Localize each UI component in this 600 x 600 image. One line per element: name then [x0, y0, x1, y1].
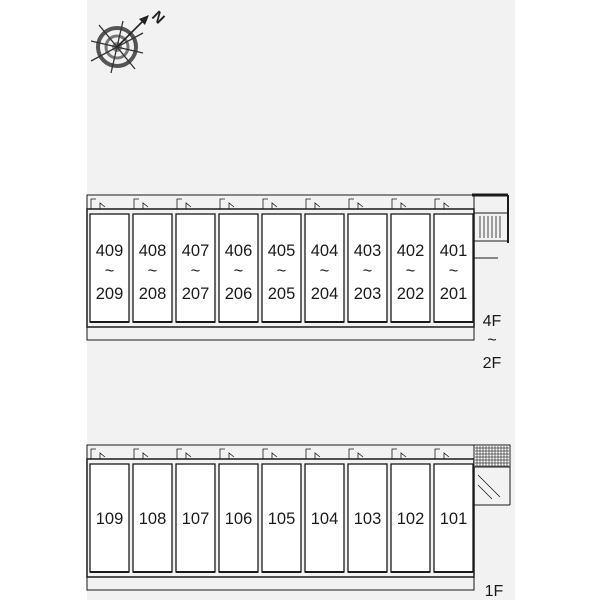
unit-range-wave: ~: [362, 262, 373, 280]
unit-room: [133, 214, 172, 322]
unit-number: 101: [439, 510, 468, 528]
door-swing-icon: [91, 199, 105, 209]
unit-number-bottom: 206: [224, 285, 253, 303]
door-swing-icon: [392, 199, 406, 209]
door-swing-icon: [220, 449, 234, 459]
unit-range-wave: ~: [190, 262, 201, 280]
unit-number-top: 402: [396, 242, 425, 260]
upper-floor-range-wave: ~: [487, 332, 497, 349]
unit-number-top: 403: [353, 242, 382, 260]
unit-number-bottom: 207: [181, 285, 210, 303]
door-swing-icon: [435, 449, 449, 459]
unit-room: [176, 214, 215, 322]
unit-room: [305, 214, 344, 322]
lower-floor-label: 1F: [484, 583, 504, 600]
unit-range-wave: ~: [104, 262, 115, 280]
unit-range-wave: ~: [233, 262, 244, 280]
upper-corridor-top: [87, 195, 474, 209]
upper-floor-range-bottom: 2F: [482, 355, 502, 372]
lower-stair: [474, 445, 510, 505]
unit-number-bottom: 208: [138, 285, 167, 303]
unit-room: [262, 464, 301, 572]
unit-range-wave: ~: [276, 262, 287, 280]
compass-north-label: N: [148, 7, 168, 28]
unit-number-top: 409: [95, 242, 124, 260]
unit-number-top: 408: [138, 242, 167, 260]
unit-number: 107: [181, 510, 210, 528]
compass-rose-icon: [91, 8, 168, 73]
unit-number-top: 406: [224, 242, 253, 260]
unit-number: 105: [267, 510, 296, 528]
unit-room: [219, 464, 258, 572]
unit-number-bottom: 201: [439, 285, 468, 303]
door-swing-icon: [263, 449, 277, 459]
unit-room: [391, 464, 430, 572]
unit-room: [348, 214, 387, 322]
unit-room: [133, 464, 172, 572]
door-swing-icon: [349, 449, 363, 459]
unit-range-wave: ~: [448, 262, 459, 280]
upper-floor-block: [87, 195, 508, 340]
unit-number: 104: [310, 510, 339, 528]
unit-number-bottom: 205: [267, 285, 296, 303]
unit-number-top: 407: [181, 242, 210, 260]
upper-stair: [472, 195, 508, 258]
unit-number-bottom: 204: [310, 285, 339, 303]
door-swing-icon: [134, 449, 148, 459]
lower-floor-block: [87, 445, 510, 590]
door-swing-icon: [263, 199, 277, 209]
unit-number-bottom: 209: [95, 285, 124, 303]
door-swing-icon: [177, 199, 191, 209]
door-swing-icon: [134, 199, 148, 209]
lower-corridor-top: [87, 445, 474, 459]
unit-room: [90, 464, 129, 572]
unit-room: [176, 464, 215, 572]
unit-number-bottom: 203: [353, 285, 382, 303]
unit-room: [262, 214, 301, 322]
unit-number-bottom: 202: [396, 285, 425, 303]
unit-room: [305, 464, 344, 572]
unit-number-top: 405: [267, 242, 296, 260]
unit-room: [348, 464, 387, 572]
door-swing-icon: [392, 449, 406, 459]
lower-balcony-strip: [87, 577, 474, 590]
unit-range-wave: ~: [319, 262, 330, 280]
unit-number: 108: [138, 510, 167, 528]
door-swing-icon: [177, 449, 191, 459]
unit-number: 102: [396, 510, 425, 528]
door-swing-icon: [349, 199, 363, 209]
upper-floor-range-top: 4F: [482, 313, 502, 330]
unit-number: 103: [353, 510, 382, 528]
unit-room: [90, 214, 129, 322]
door-swing-icon: [220, 199, 234, 209]
unit-room: [434, 464, 473, 572]
door-swing-icon: [306, 449, 320, 459]
unit-number-top: 401: [439, 242, 468, 260]
unit-room: [219, 214, 258, 322]
unit-range-wave: ~: [405, 262, 416, 280]
door-swing-icon: [306, 199, 320, 209]
unit-number: 106: [224, 510, 253, 528]
upper-balcony-strip: [87, 327, 474, 340]
unit-room: [434, 214, 473, 322]
door-swing-icon: [91, 449, 105, 459]
unit-range-wave: ~: [147, 262, 158, 280]
door-swing-icon: [435, 199, 449, 209]
unit-number-top: 404: [310, 242, 339, 260]
unit-room: [391, 214, 430, 322]
unit-number: 109: [95, 510, 124, 528]
